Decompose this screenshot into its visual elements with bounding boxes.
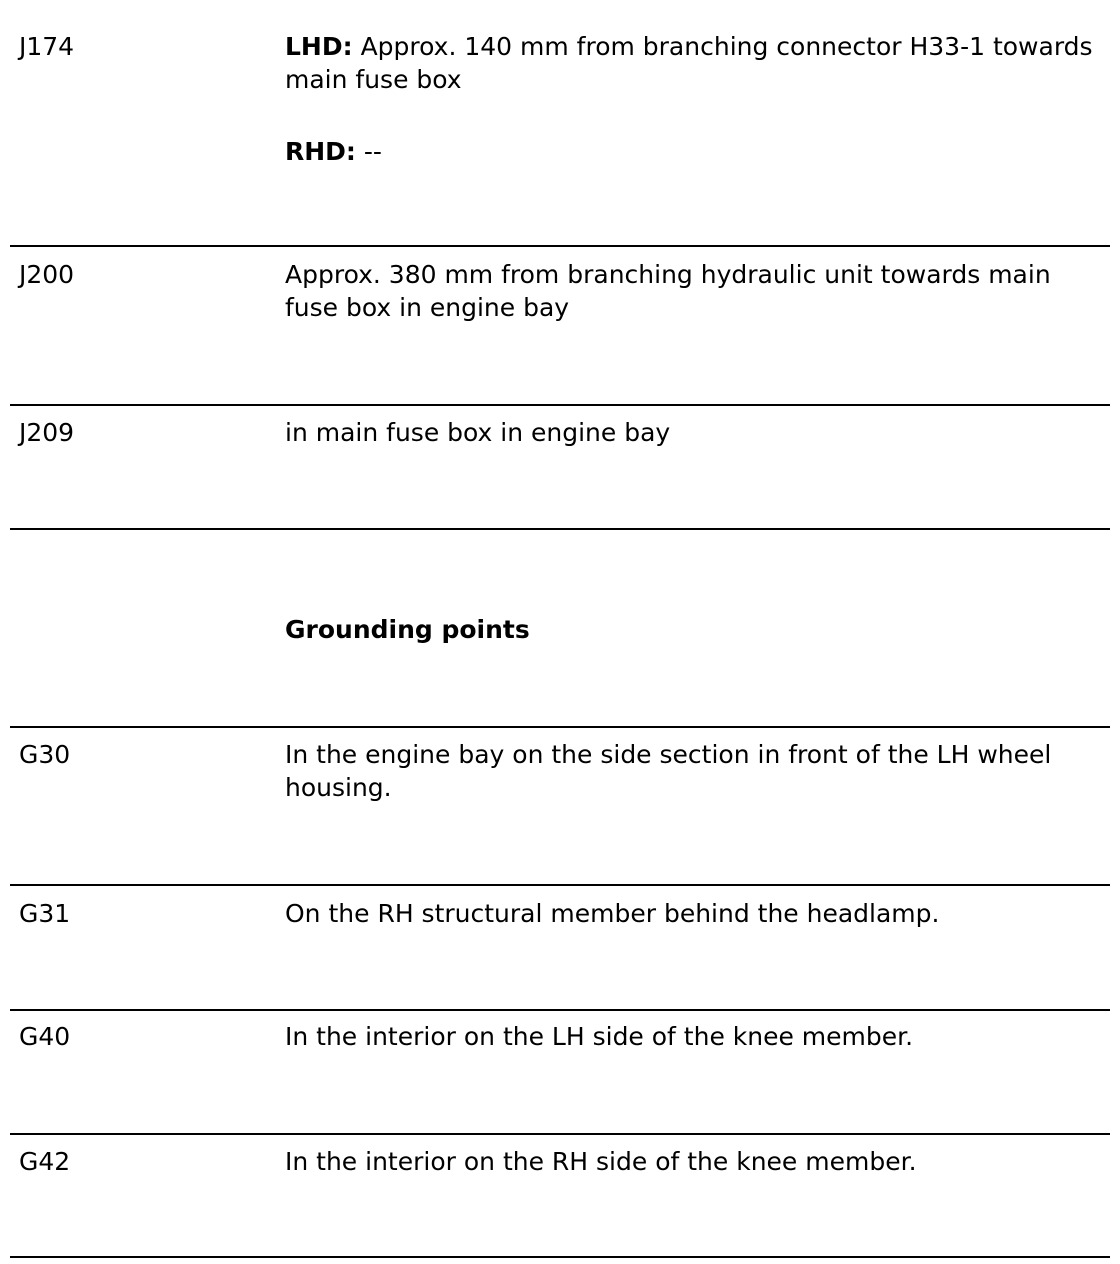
row-code-g30: G30	[19, 740, 71, 769]
row-divider	[10, 1133, 1110, 1135]
row-description-g30: In the engine bay on the side section in front of the LH wheel housing.	[285, 740, 1052, 802]
rhd-text: --	[363, 137, 382, 166]
row-code-g42: G42	[19, 1147, 71, 1176]
row-divider	[10, 1256, 1110, 1258]
row-code-j200: J200	[19, 260, 75, 289]
rhd-label: RHD:	[285, 137, 356, 166]
row-code-j209: J209	[19, 418, 75, 447]
lhd-text: Approx. 140 mm from branching connector H33-1 towards main fuse box	[285, 32, 1093, 94]
row-description-j209: in main fuse box in engine bay	[285, 418, 671, 447]
row-divider	[10, 884, 1110, 886]
row-code-g31: G31	[19, 899, 71, 928]
row-description-j174	[285, 30, 1100, 168]
section-heading-grounding-points: Grounding points	[285, 615, 530, 644]
row-divider	[10, 1009, 1110, 1011]
row-code-j174: J174	[19, 32, 75, 61]
row-description-j200: Approx. 380 mm from branching hydraulic unit towards main fuse box in engine bay	[285, 260, 1051, 322]
lhd-line	[285, 30, 1100, 96]
row-description-g40: In the interior on the LH side of the knee member.	[285, 1022, 914, 1051]
row-code-g40: G40	[19, 1022, 71, 1051]
row-description-g42: In the interior on the RH side of the knee member.	[285, 1147, 917, 1176]
lhd-label: LHD:	[285, 32, 353, 61]
row-divider	[10, 404, 1110, 406]
row-description-g31: On the RH structural member behind the headlamp.	[285, 899, 940, 928]
rhd-line	[285, 135, 1100, 168]
row-divider	[10, 726, 1110, 728]
row-divider	[10, 528, 1110, 530]
row-divider	[10, 245, 1110, 247]
